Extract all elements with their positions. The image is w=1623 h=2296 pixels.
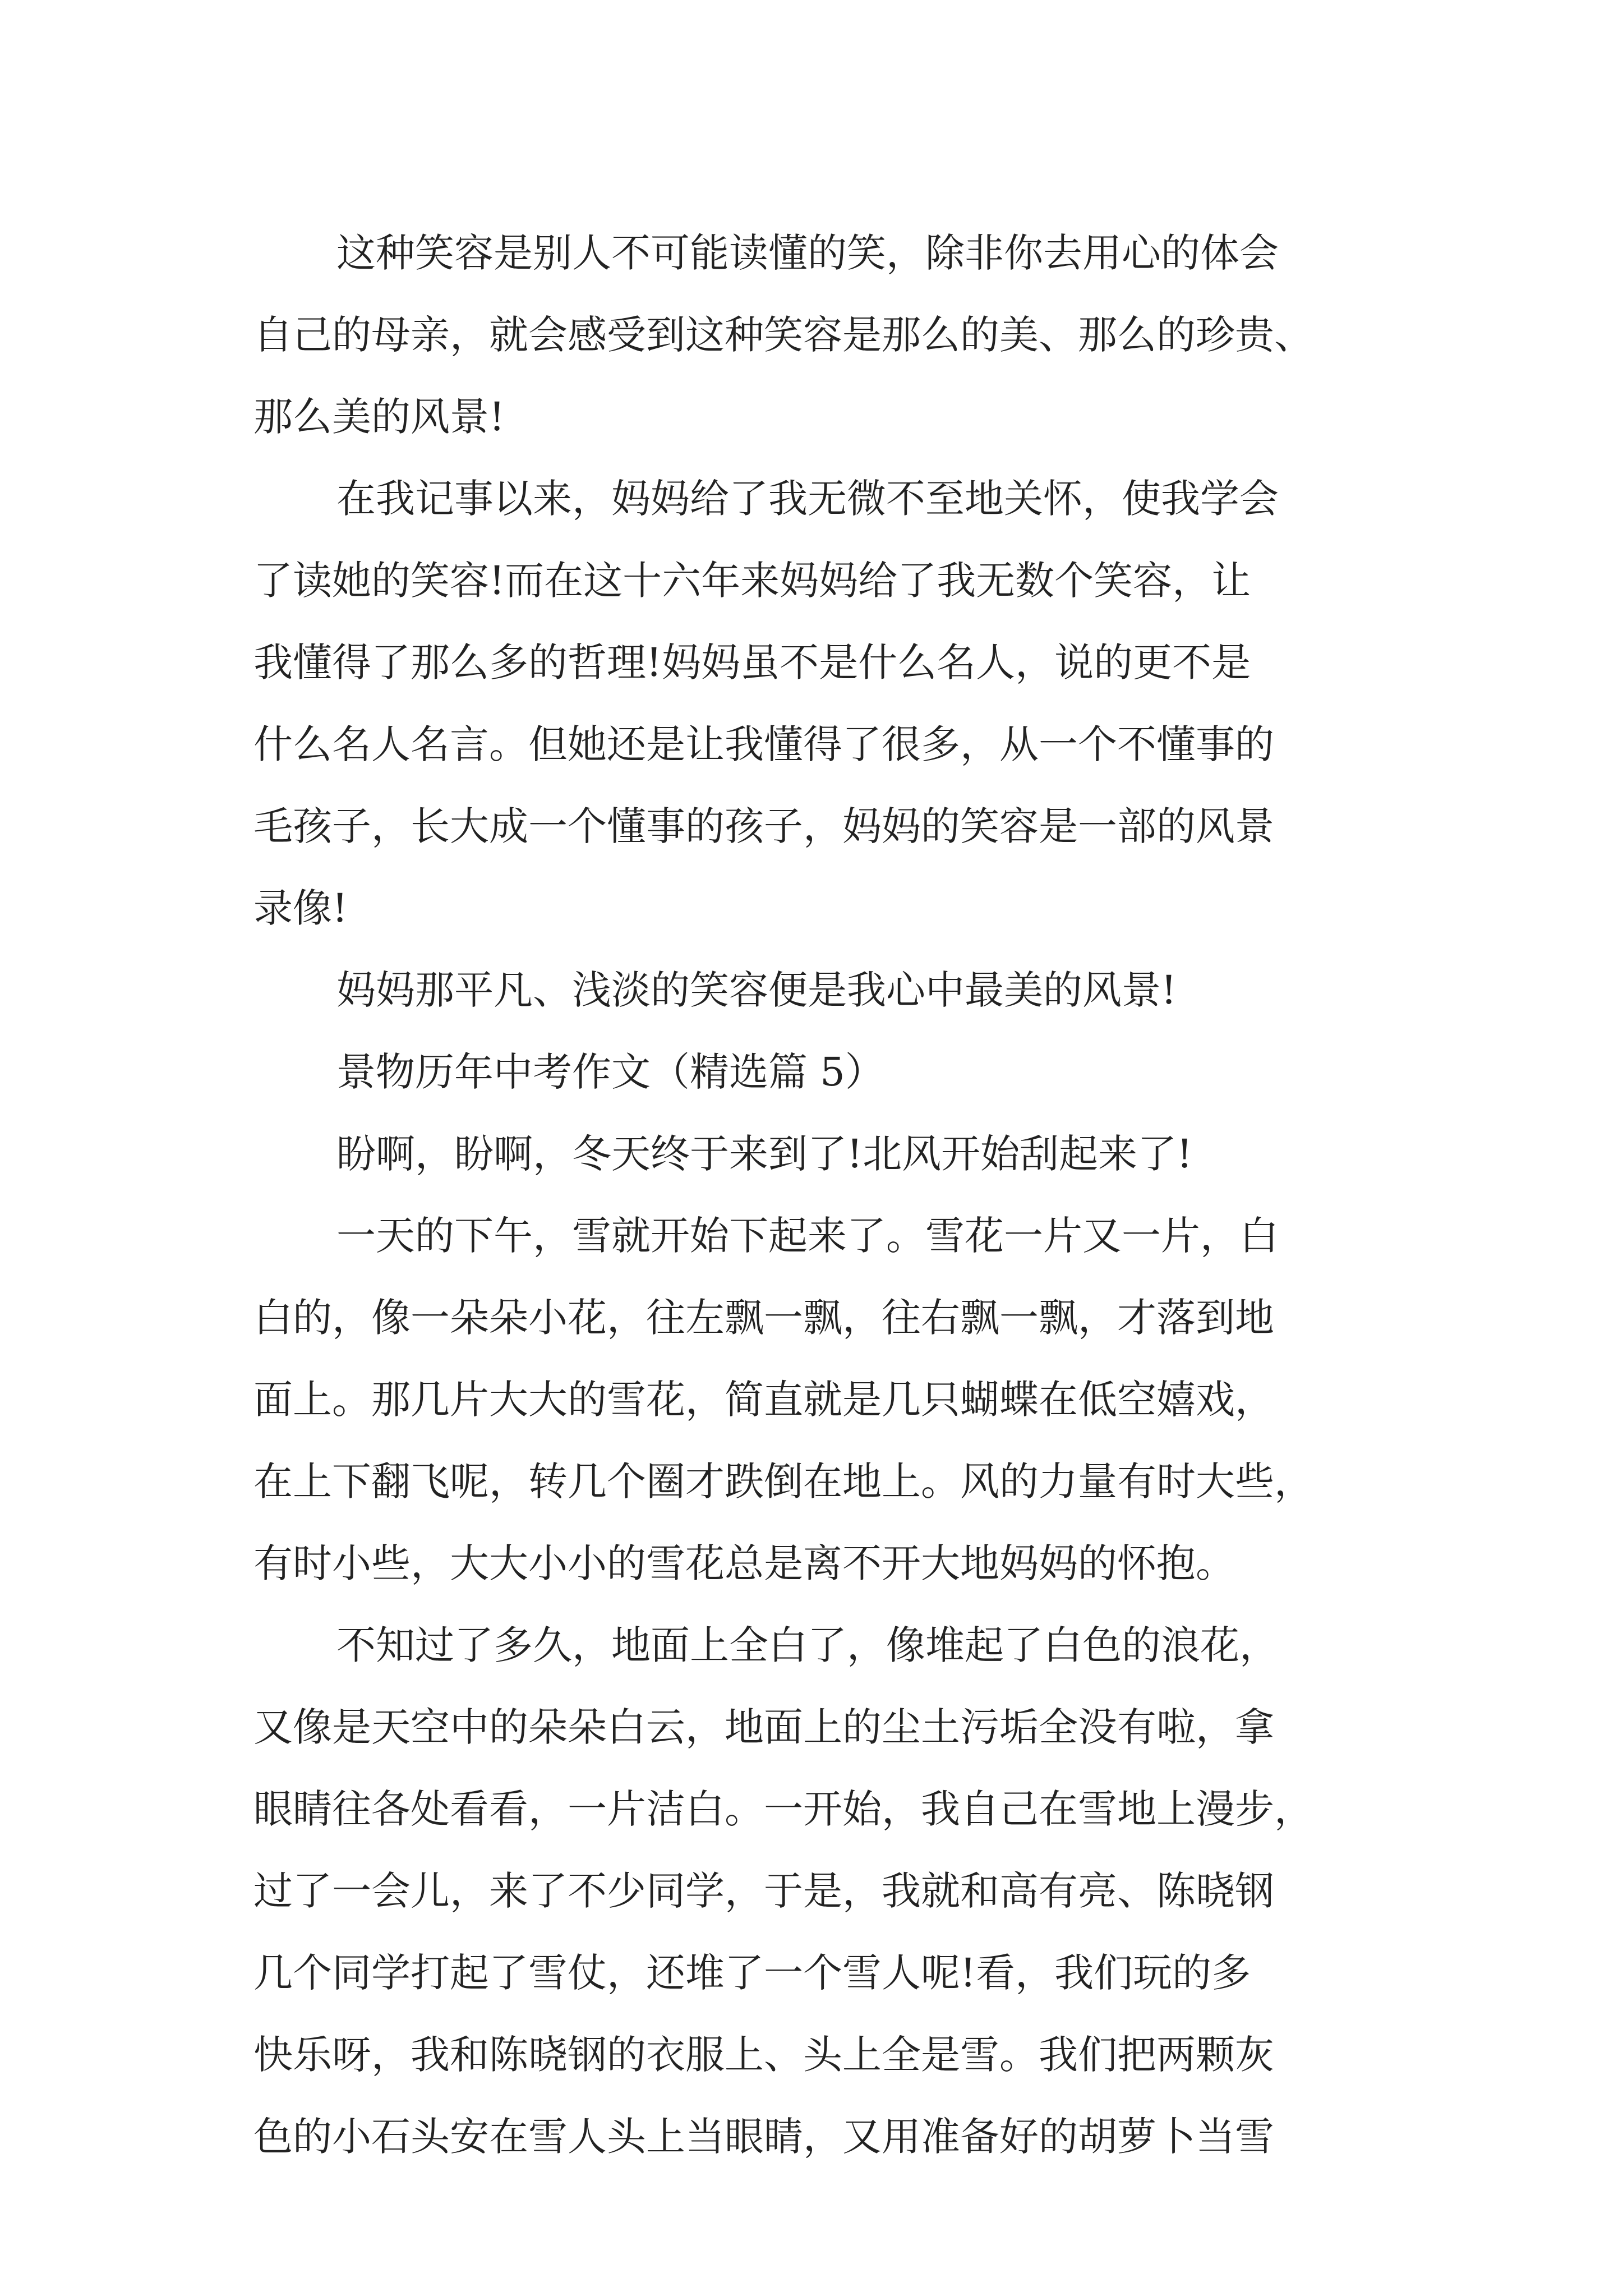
paragraph-line: 了读她的笑容!而在这十六年来妈妈给了我无数个笑容，让 <box>253 558 1251 604</box>
paragraph-line: 又像是天空中的朵朵白云，地面上的尘土污垢全没有啦，拿 <box>253 1704 1274 1750</box>
paragraph-line: 不知过了多久，地面上全白了，像堆起了白色的浪花， <box>336 1622 1279 1668</box>
section-heading: 景物历年中考作文（精选篇 5） <box>336 1049 884 1095</box>
paragraph-line: 在我记事以来，妈妈给了我无微不至地关怀，使我学会 <box>336 476 1279 522</box>
paragraph-line: 这种笑容是别人不可能读懂的笑，除非你去用心的体会 <box>336 230 1279 276</box>
paragraph-line: 我懂得了那么多的哲理!妈妈虽不是什么名人，说的更不是 <box>253 639 1251 685</box>
paragraph-line: 面上。那几片大大的雪花，简直就是几只蝴蝶在低空嬉戏， <box>253 1377 1274 1423</box>
paragraph-line: 白的，像一朵朵小花，往左飘一飘，往右飘一飘，才落到地 <box>253 1295 1274 1341</box>
paragraph-line: 盼啊，盼啊，冬天终于来到了!北风开始刮起来了! <box>336 1131 1193 1177</box>
paragraph-line: 几个同学打起了雪仗，还堆了一个雪人呢!看，我们玩的多 <box>253 1950 1251 1996</box>
paragraph-line: 有时小些，大大小小的雪花总是离不开大地妈妈的怀抱。 <box>253 1540 1235 1586</box>
paragraph-line: 快乐呀，我和陈晓钢的衣服上、头上全是雪。我们把两颗灰 <box>253 2032 1274 2078</box>
paragraph-line: 自己的母亲，就会感受到这种笑容是那么的美、那么的珍贵、 <box>253 312 1313 358</box>
paragraph-line: 眼睛往各处看看，一片洁白。一开始，我自己在雪地上漫步， <box>253 1786 1313 1832</box>
paragraph-line: 什么名人名言。但她还是让我懂得了很多，从一个不懂事的 <box>253 721 1274 767</box>
paragraph-line: 录像! <box>253 885 348 931</box>
paragraph-line: 妈妈那平凡、浅淡的笑容便是我心中最美的风景! <box>336 967 1177 1013</box>
paragraph-line: 那么美的风景! <box>253 394 505 440</box>
paragraph-line: 一天的下午，雪就开始下起来了。雪花一片又一片，白 <box>336 1213 1279 1259</box>
document-body <box>253 212 1381 2178</box>
paragraph-line: 在上下翻飞呢，转几个圈才跌倒在地上。风的力量有时大些， <box>253 1458 1313 1504</box>
paragraph-line: 毛孩子，长大成一个懂事的孩子，妈妈的笑容是一部的风景 <box>253 803 1274 849</box>
paragraph-line: 色的小石头安在雪人头上当眼睛，又用准备好的胡萝卜当雪 <box>253 2114 1274 2160</box>
paragraph-line: 过了一会儿，来了不少同学，于是，我就和高有亮、陈晓钢 <box>253 1868 1274 1914</box>
